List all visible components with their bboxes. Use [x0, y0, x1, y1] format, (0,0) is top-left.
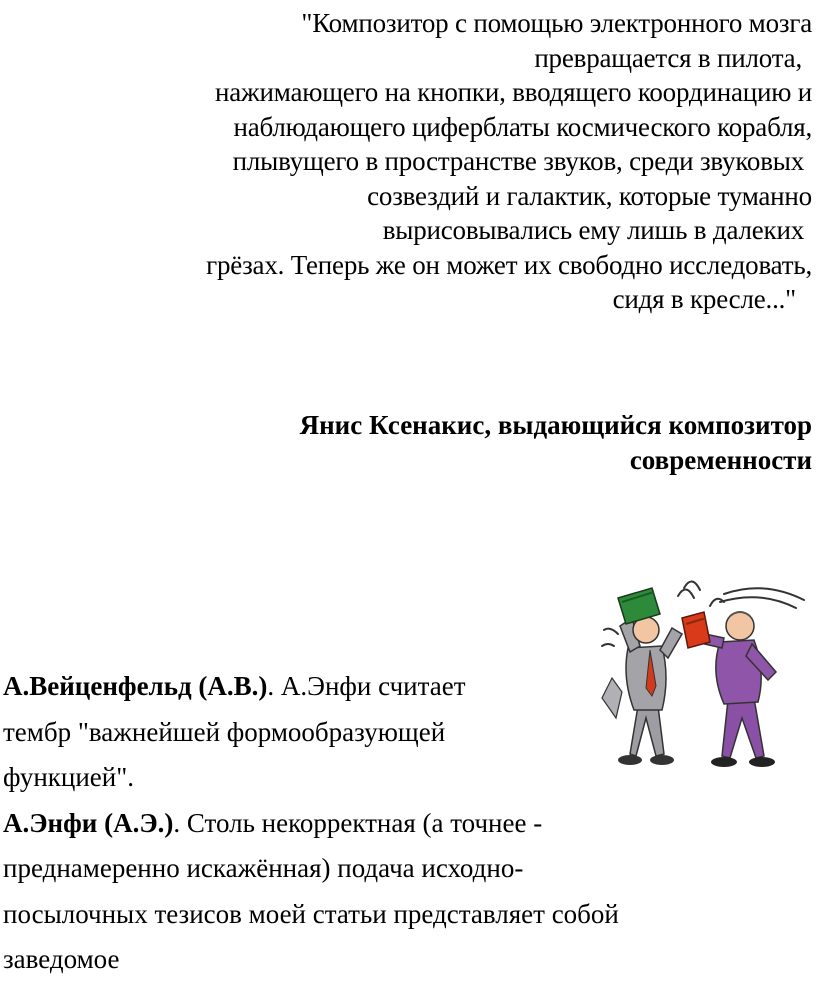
quote-line: сидя в кресле..." [612, 284, 796, 314]
attribution-line: Янис Ксенакис, выдающийся композитор [299, 410, 812, 440]
dialogue-line [3, 664, 813, 710]
dialogue-line: посылочных тезисов моей статьи представляет собой [3, 898, 619, 929]
speaker-name: А.Вейценфельд [3, 671, 192, 701]
quote-line: превращается в пилота, [534, 42, 802, 73]
dialogue-line: преднамеренно искажённая) подача исходно- [3, 853, 524, 883]
quote-line: созвездий и галактик, которые туманно [367, 180, 812, 211]
quote-line: грёзах. Теперь же он может их свободно исследовать, [206, 249, 812, 280]
speaker-initials: (А.Э.) [104, 807, 174, 838]
dialogue-line [3, 801, 813, 847]
dialogue-body [3, 664, 813, 983]
speaker-initials: (А.В.) [198, 671, 268, 701]
quote-line: нажимающего на кнопки, вводящего координацию и [215, 77, 812, 107]
quote-attribution [0, 408, 812, 478]
quote-line: вырисовывались ему лишь в далеких [382, 215, 804, 245]
attribution-line: современности [629, 445, 812, 475]
dialogue-line: тембр "важнейшей формообразующей [3, 716, 446, 747]
dialogue-line: функцией". [3, 762, 134, 792]
quote-line: наблюдающего циферблаты космического корабля, [233, 111, 812, 142]
dialogue-text: . А.Энфи считает [267, 671, 466, 701]
dialogue-line: заведомое [3, 944, 120, 974]
quote-line: "Композитор с помощью электронного мозга [301, 8, 812, 38]
dialogue-text: . Столь некорректная (а точнее - [173, 807, 543, 838]
epigraph-quote [0, 6, 812, 317]
speaker-name: А.Энфи [3, 807, 98, 838]
quote-line: плывущего в пространстве звуков, среди звуковых [232, 146, 804, 176]
